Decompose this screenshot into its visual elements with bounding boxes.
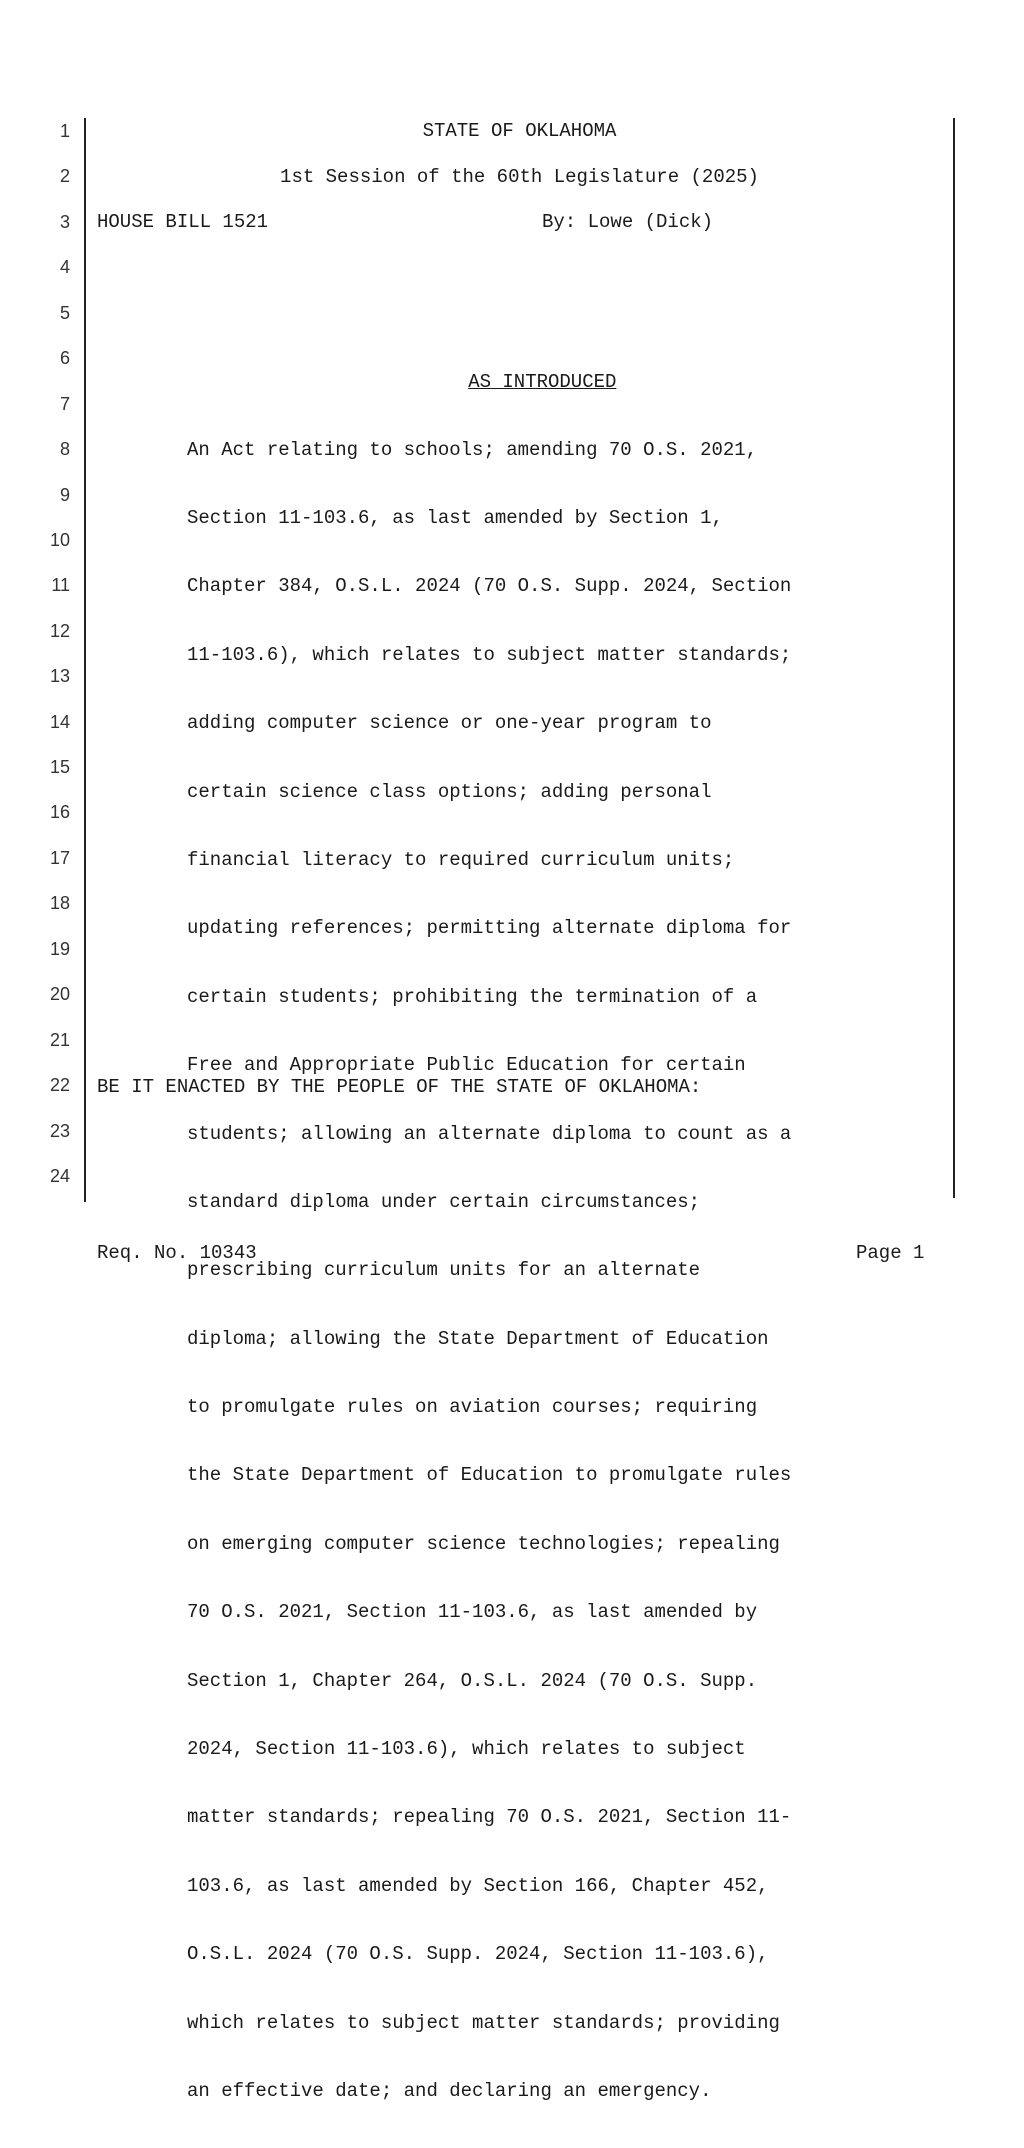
summary-line: an effective date; and declaring an emergency. — [187, 2079, 712, 2102]
line-number: 11 — [51, 575, 70, 595]
session-heading: 1st Session of the 60th Legislature (2025) — [280, 166, 759, 188]
summary-line: updating references; permitting alternate diploma for — [187, 917, 792, 940]
line-number: 12 — [49, 621, 70, 641]
bill-author: By: Lowe (Dick) — [542, 211, 714, 233]
summary-line: 2024, Section 11-103.6), which relates to subject — [187, 1738, 746, 1761]
summary-line: matter standards; repealing 70 O.S. 2021, Section 11- — [187, 1806, 792, 1829]
line-number: 4 — [59, 257, 70, 277]
summary-line: students; allowing an alternate diploma to count as a — [187, 1122, 792, 1145]
summary-line: O.S.L. 2024 (70 O.S. Supp. 2024, Section 11-103.6), — [187, 1943, 769, 1966]
summary-line: An Act relating to schools; amending 70 O.S. 2021, — [187, 438, 758, 461]
summary-line: on emerging computer science technologies; repealing — [187, 1532, 780, 1555]
summary-line: adding computer science or one-year program to — [187, 712, 712, 735]
summary-line: financial literacy to required curriculum units; — [187, 848, 735, 871]
summary-line: Free and Appropriate Public Education for certain — [187, 1054, 746, 1077]
line-number: 8 — [59, 439, 70, 459]
line-number: 1 — [59, 121, 70, 141]
line-number: 9 — [59, 485, 70, 505]
line-number: 15 — [49, 757, 70, 777]
request-number: Req. No. 10343 — [97, 1242, 257, 1264]
line-number: 21 — [49, 1030, 70, 1050]
right-margin-rule — [953, 118, 955, 1198]
bill-summary — [187, 393, 847, 2148]
line-number: 10 — [49, 530, 70, 550]
line-number: 6 — [59, 348, 70, 368]
summary-line: diploma; allowing the State Department of Education — [187, 1327, 769, 1350]
line-number: 22 — [49, 1075, 70, 1095]
summary-line: prescribing curriculum units for an alternate — [187, 1259, 701, 1282]
summary-line: 11-103.6), which relates to subject matter standards; — [187, 643, 792, 666]
line-number: 14 — [49, 712, 70, 732]
summary-line: Chapter 384, O.S.L. 2024 (70 O.S. Supp. 2024, Section — [187, 575, 792, 598]
line-number: 24 — [49, 1166, 70, 1186]
line-number: 3 — [59, 212, 70, 232]
summary-line: to promulgate rules on aviation courses; requiring — [187, 1396, 758, 1419]
bill-number: HOUSE BILL 1521 — [97, 211, 269, 233]
summary-line: Section 11-103.6, as last amended by Section 1, — [187, 506, 723, 529]
line-number: 13 — [49, 666, 70, 686]
line-number: 20 — [49, 984, 70, 1004]
summary-line: certain science class options; adding personal — [187, 780, 712, 803]
status-heading: AS INTRODUCED — [468, 370, 617, 393]
state-heading: STATE OF OKLAHOMA — [422, 120, 617, 142]
line-number: 19 — [49, 939, 70, 959]
summary-line: 70 O.S. 2021, Section 11-103.6, as last amended by — [187, 1601, 758, 1624]
summary-line: the State Department of Education to promulgate rules — [187, 1464, 792, 1487]
line-number: 2 — [59, 166, 70, 186]
summary-line: certain students; prohibiting the termination of a — [187, 985, 758, 1008]
summary-line: Section 1, Chapter 264, O.S.L. 2024 (70 O.S. Supp. — [187, 1669, 758, 1692]
summary-line: which relates to subject matter standards; providing — [187, 2011, 780, 2034]
summary-line: 103.6, as last amended by Section 166, Chapter 452, — [187, 1874, 769, 1897]
line-number: 23 — [49, 1121, 70, 1141]
line-number: 16 — [49, 802, 70, 822]
line-number: 7 — [59, 394, 70, 414]
enacting-clause: BE IT ENACTED BY THE PEOPLE OF THE STATE OF OKLAHOMA: — [97, 1076, 702, 1098]
page-number: Page 1 — [856, 1242, 925, 1264]
line-number: 18 — [49, 893, 70, 913]
left-margin-rule — [84, 118, 86, 1202]
summary-line: standard diploma under certain circumstances; — [187, 1190, 701, 1213]
line-number: 5 — [59, 303, 70, 323]
line-number: 17 — [49, 848, 70, 868]
